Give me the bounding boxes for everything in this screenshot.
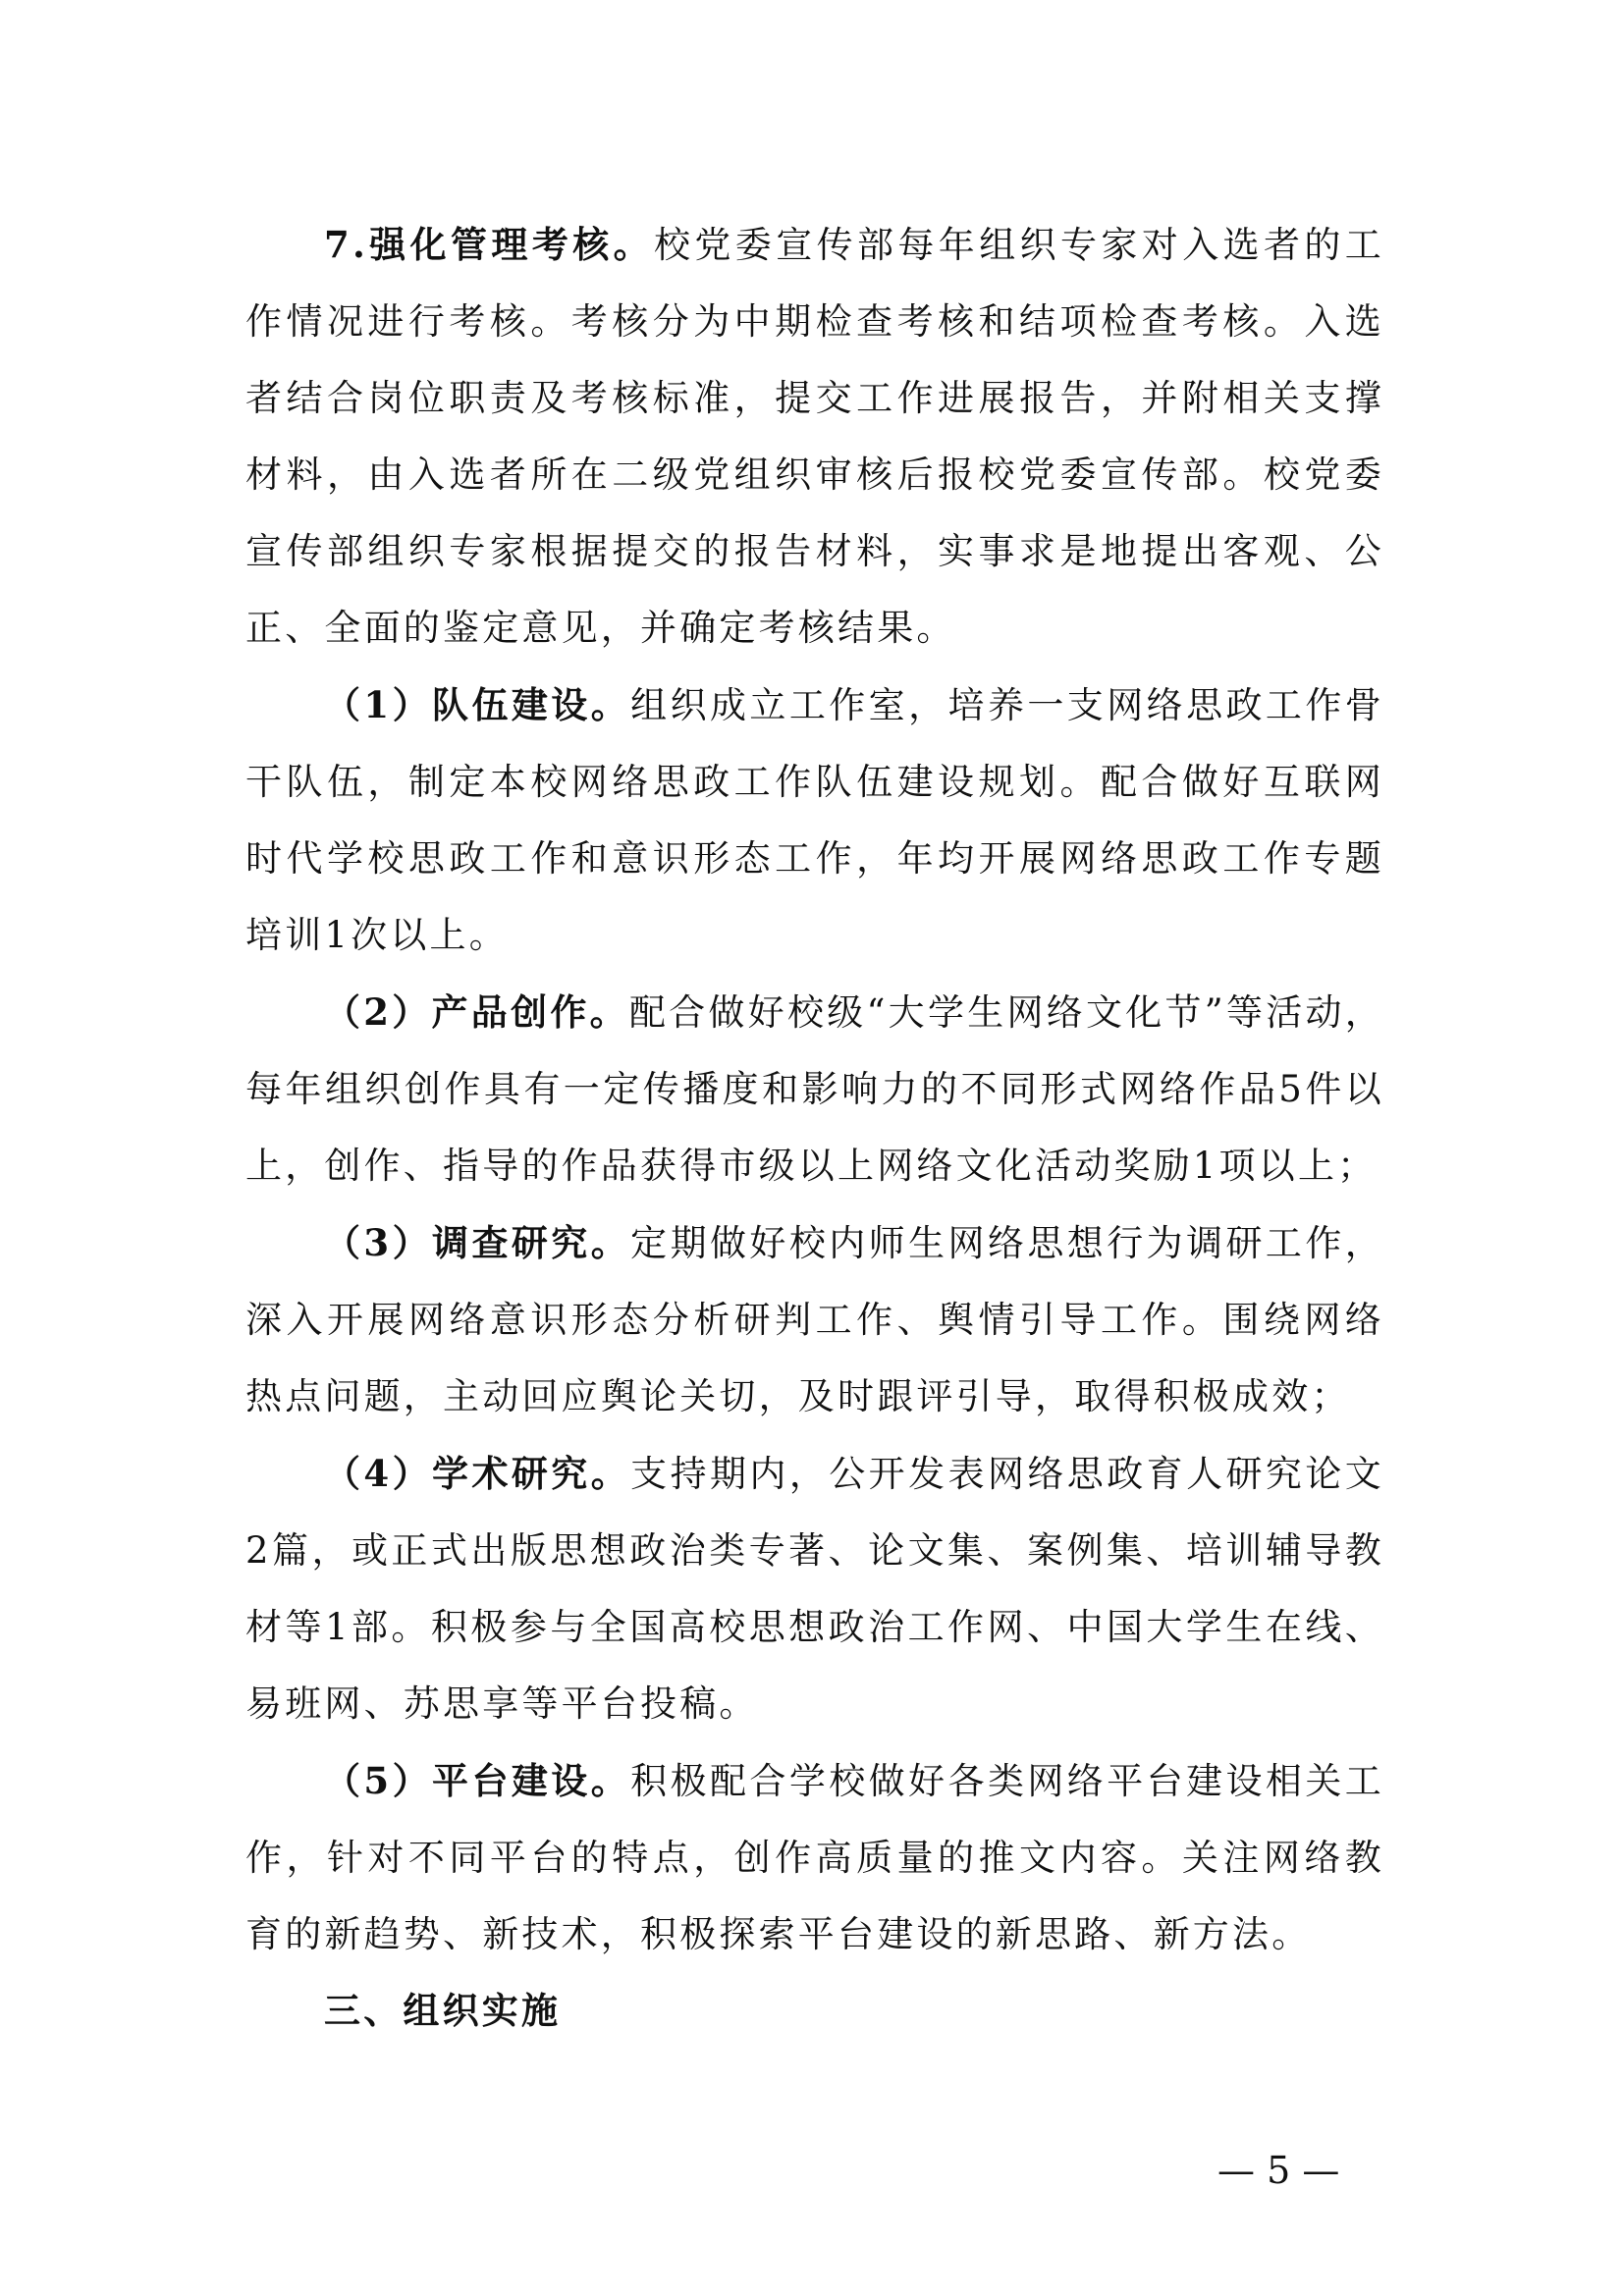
paragraph-body: 积极配合学校做好各类网络平台建设相关工作，针对不同平台的特点，创作高质量的推文内容。关注网络教育的新趋势、新技术，积极探索平台建设的新思路、新方法。 <box>245 1760 1384 1955</box>
paragraph-lead: （2）产品创作。 <box>324 990 629 1034</box>
paragraph-body: 支持期内，公开发表网络思政育人研究论文2篇，或正式出版思想政治类专著、论文集、案例集、培训辅导教材等1部。积极参与全国高校思想政治工作网、中国大学生在线、易班网、苏思享等平台投稿。 <box>245 1453 1384 1725</box>
paragraph-platform-building <box>245 1742 1384 1973</box>
paragraph-product-creation <box>245 974 1384 1204</box>
page-number: — 5 — <box>1217 2149 1340 2192</box>
body-text <box>245 206 1384 2050</box>
paragraph-lead: （4）学术研究。 <box>324 1452 631 1495</box>
paragraph-body: 校党委宣传部每年组织专家对入选者的工作情况进行考核。考核分为中期检查考核和结项检查考核。入选者结合岗位职责及考核标准，提交工作进展报告，并附相关支撑材料，由入选者所在二级党组织审核后报校党委宣传部。校党委宣传部组织专家根据提交的报告材料，实事求是地提出客观、公正、全面的鉴定意见，并确定考核结果。 <box>245 224 1384 649</box>
paragraph-lead: （1）队伍建设。 <box>324 683 631 726</box>
paragraph-lead: 7.强化管理考核。 <box>324 223 655 266</box>
paragraph-academic-research <box>245 1435 1384 1742</box>
paragraph-body: 组织成立工作室，培养一支网络思政工作骨干队伍，制定本校网络思政工作队伍建设规划。配合做好互联网时代学校思政工作和意识形态工作，年均开展网络思政工作专题培训1次以上。 <box>245 684 1384 956</box>
paragraph-body: 配合做好校级“大学生网络文化节”等活动，每年组织创作具有一定传播度和影响力的不同形式网络作品5件以上，创作、指导的作品获得市级以上网络文化活动奖励1项以上； <box>245 991 1384 1187</box>
paragraph-body: 定期做好校内师生网络思想行为调研工作，深入开展网络意识形态分析研判工作、舆情引导工作。围绕网络热点问题，主动回应舆论关切，及时跟评引导，取得积极成效； <box>245 1222 1384 1417</box>
paragraph-management-assessment <box>245 206 1384 667</box>
paragraph-lead: （5）平台建设。 <box>324 1759 631 1802</box>
paragraph-team-building <box>245 667 1384 974</box>
paragraph-investigation-research <box>245 1204 1384 1435</box>
paragraph-lead: （3）调查研究。 <box>324 1221 631 1264</box>
section-heading: 三、组织实施 <box>324 1990 562 2032</box>
